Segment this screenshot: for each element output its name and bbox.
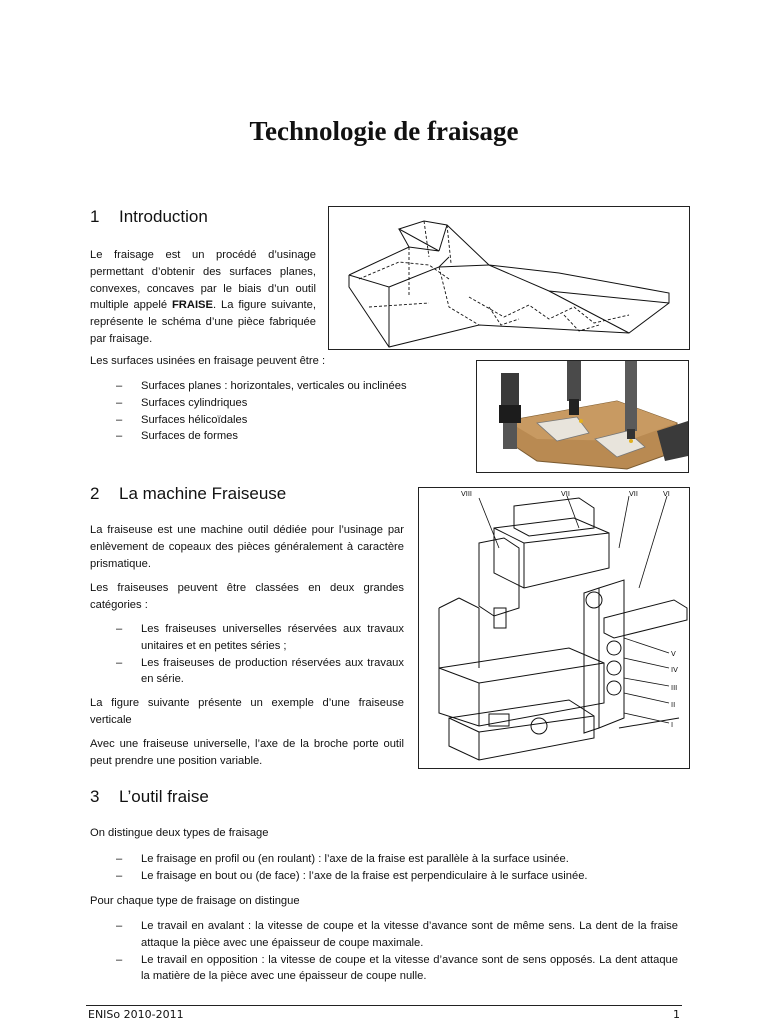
milling-types-list <box>116 851 678 885</box>
footer-divider <box>86 1005 682 1006</box>
list-item: – Surfaces hélicoïdales <box>116 412 446 429</box>
figure-label: V <box>671 650 676 658</box>
figure-label: IV <box>671 666 678 674</box>
machine-paragraph-3: La figure suivante présente un exemple d’une fraiseuse verticale <box>90 697 404 726</box>
section-2-number: 2 <box>90 484 100 503</box>
milling-work-list <box>116 918 678 985</box>
intro-paragraph <box>90 247 316 348</box>
section-3-heading <box>90 787 209 807</box>
intro-text-b: . La figure suivante, représente le schéma d’une pièce fabriquée par fraisage. <box>90 299 316 345</box>
intro-text-a: Le fraisage est un procédé d’usinage permettant d’obtenir des surfaces planes, convexes, concaves par le biais d’un outil multiple appelé <box>90 249 316 312</box>
tool-paragraph-2: Pour chaque type de fraisage on distingue <box>90 895 300 907</box>
machine-paragraph-2: Les fraiseuses peuvent être classées en deux grandes catégories : <box>90 582 404 611</box>
figure-label: VII <box>561 490 570 498</box>
list-item: – Le fraisage en bout ou (de face) : l’axe de la fraise est perpendiculaire à le surface usinée. <box>116 868 678 885</box>
tool-paragraph-1: On distingue deux types de fraisage <box>90 827 269 839</box>
section-1-heading <box>90 207 208 227</box>
milling-machine-drawing <box>419 488 689 768</box>
footer-left-text: ENISo 2010-2011 <box>88 1008 184 1021</box>
list-item: – Les fraiseuses de production réservées aux travaux en série. <box>116 655 404 689</box>
surfaces-intro: Les surfaces usinées en fraisage peuvent être : <box>90 355 326 367</box>
intro-text-bold: FRAISE <box>171 299 213 312</box>
section-3-title: L’outil fraise <box>119 787 209 806</box>
milling-tools-illustration <box>477 361 688 472</box>
machine-categories-list <box>116 621 404 688</box>
figure-label: II <box>671 701 676 709</box>
figure-label: VIII <box>461 490 472 498</box>
page-number: 1 <box>673 1008 680 1021</box>
section-2-title: La machine Fraiseuse <box>119 484 287 503</box>
figure-label: III <box>671 684 678 692</box>
figure-label: I <box>671 721 674 729</box>
list-item: – Le fraisage en profil ou (en roulant) : l’axe de la fraise est parallèle à la surface usinée. <box>116 851 678 868</box>
list-item: – Surfaces cylindriques <box>116 395 446 412</box>
machine-paragraph-4: Avec une fraiseuse universelle, l’axe de la broche porte outil peut prendre une position variable. <box>90 738 404 767</box>
machine-paragraph-1: La fraiseuse est une machine outil dédiée pour l’usinage par enlèvement de copeaux des pièces généralement à caractère prismatique. <box>90 524 404 570</box>
list-item: – Surfaces planes : horizontales, verticales ou inclinées <box>116 378 446 395</box>
section-1-title: Introduction <box>119 207 208 226</box>
section-3-number: 3 <box>90 787 100 806</box>
list-item: – Le travail en opposition : la vitesse de coupe et la vitesse d’avance sont de sens opposés. La dent attaque la matière de la pièce avec une épaisseur de coupe nulle. <box>116 952 678 986</box>
figure-label: VI <box>663 490 670 498</box>
section-2-heading <box>90 484 286 504</box>
surfaces-list <box>116 378 446 445</box>
milling-tools-figure <box>476 360 689 473</box>
part-schematic-figure <box>328 206 690 350</box>
page-title: Technologie de fraisage <box>249 116 519 146</box>
list-item: – Surfaces de formes <box>116 428 446 445</box>
list-item: – Les fraiseuses universelles réservées aux travaux unitaires et en petites séries ; <box>116 621 404 655</box>
figure-label: VII <box>629 490 638 498</box>
milling-machine-figure <box>418 487 690 769</box>
list-item: – Le travail en avalant : la vitesse de coupe et la vitesse d’avance sont de même sens. La dent de la fraise attaque la pièce avec une épaisseur de coupe maximale. <box>116 918 678 952</box>
part-schematic-drawing <box>329 207 689 349</box>
section-1-number: 1 <box>90 207 100 226</box>
